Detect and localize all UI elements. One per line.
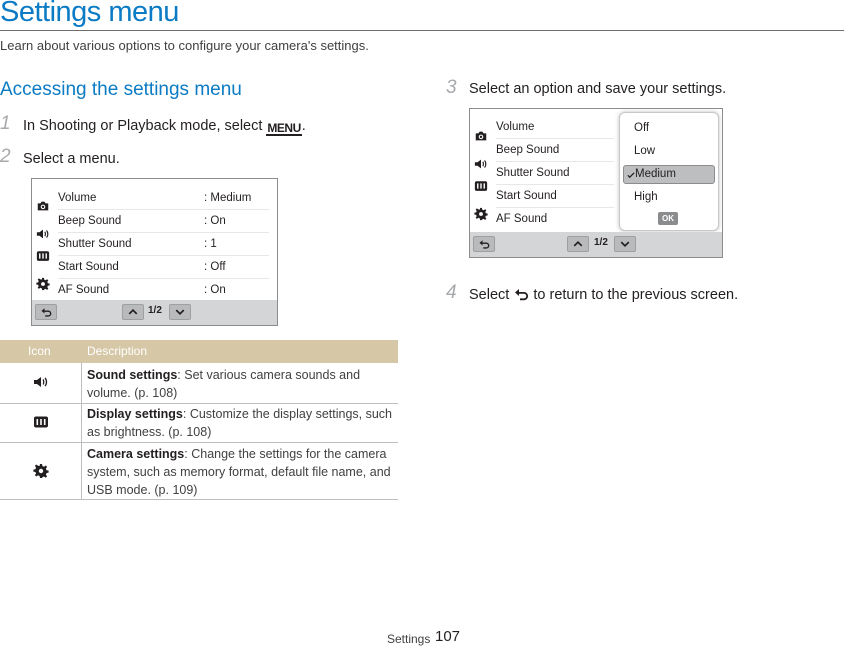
term: Display settings xyxy=(87,407,183,421)
volume-options-dropdown xyxy=(619,112,719,231)
table-row xyxy=(0,404,398,443)
gear-icon xyxy=(33,463,49,479)
definition: : Set various camera sounds and volume. (p. 108) xyxy=(87,368,361,400)
back-arrow-icon xyxy=(513,286,529,302)
step-4-label-before: Select xyxy=(469,287,510,303)
menu-row-start-sound[interactable] xyxy=(496,185,614,208)
menu-row-af-sound[interactable] xyxy=(496,208,614,231)
section-heading: Accessing the settings menu xyxy=(0,79,242,100)
step-number: 4 xyxy=(446,282,457,303)
step-4-label-after: to return to the previous screen. xyxy=(533,287,739,303)
table-header xyxy=(0,340,398,363)
menu-row-shutter-sound[interactable] xyxy=(496,162,614,185)
screen-bottom-bar xyxy=(32,300,277,325)
step-1-text xyxy=(23,118,306,136)
back-button[interactable] xyxy=(35,304,57,320)
row-label: Shutter Sound xyxy=(496,167,570,179)
display-icon[interactable] xyxy=(36,249,50,263)
menu-row-beep-sound[interactable] xyxy=(496,139,614,162)
table-row xyxy=(0,443,398,500)
title-divider xyxy=(0,30,844,31)
step-number: 1 xyxy=(0,113,11,134)
row-label: AF Sound xyxy=(496,213,548,225)
chevron-up-icon xyxy=(572,238,584,250)
step-1-period: . xyxy=(301,118,306,134)
speaker-icon[interactable] xyxy=(36,227,50,241)
page-down-button[interactable] xyxy=(614,236,636,252)
display-icon[interactable] xyxy=(474,179,488,193)
option-off[interactable]: Off xyxy=(634,122,650,134)
row-value: : On xyxy=(204,284,226,296)
table-row xyxy=(0,363,398,404)
settings-screen-2 xyxy=(469,108,723,258)
chevron-down-icon xyxy=(619,238,631,250)
row-label: Start Sound xyxy=(496,190,557,202)
table-header-icon: Icon xyxy=(28,344,51,358)
menu-row-volume[interactable] xyxy=(496,116,614,139)
page-indicator: 1/2 xyxy=(594,237,608,248)
page-subtitle: Learn about various options to configure your camera's settings. xyxy=(0,38,369,53)
settings-screen-1 xyxy=(31,178,278,326)
step-4-text xyxy=(469,286,738,303)
option-high[interactable]: High xyxy=(634,191,658,203)
definition: : Customize the display settings, such as brightness. (p. 108) xyxy=(87,407,392,439)
camera-icon[interactable] xyxy=(36,199,50,213)
menu-row-shutter-sound[interactable] xyxy=(58,233,269,256)
back-arrow-icon xyxy=(478,238,490,250)
row-label: Beep Sound xyxy=(496,144,560,156)
back-button[interactable] xyxy=(473,236,495,252)
table-header-description: Description xyxy=(87,344,148,358)
menu-row-start-sound[interactable] xyxy=(58,256,269,279)
row-label: Shutter Sound xyxy=(58,238,132,250)
speaker-icon xyxy=(33,374,49,390)
display-icon xyxy=(33,414,49,430)
menu-button-icon: MENU xyxy=(267,121,301,135)
ok-button[interactable]: OK xyxy=(658,212,678,225)
gear-icon[interactable] xyxy=(474,207,488,221)
screen-bottom-bar xyxy=(470,232,722,257)
row-value: : 1 xyxy=(204,238,217,250)
page-up-button[interactable] xyxy=(122,304,144,320)
row-label: Volume xyxy=(58,192,97,204)
option-medium-selected[interactable] xyxy=(623,165,715,184)
step-number: 2 xyxy=(0,146,11,167)
term: Camera settings xyxy=(87,447,185,461)
footer-section-label: Settings xyxy=(387,632,431,646)
page-down-button[interactable] xyxy=(169,304,191,320)
row-label: Volume xyxy=(496,121,535,133)
row-label: Start Sound xyxy=(58,261,119,273)
row-label: AF Sound xyxy=(58,284,110,296)
table-description xyxy=(87,445,395,499)
camera-icon[interactable] xyxy=(474,129,488,143)
row-value: : Off xyxy=(204,261,226,273)
term: Sound settings xyxy=(87,368,178,382)
back-arrow-icon xyxy=(40,306,52,318)
option-low[interactable]: Low xyxy=(634,145,656,157)
selected-option-label: Medium xyxy=(635,168,676,180)
table-description xyxy=(87,405,395,441)
page-number: 107 xyxy=(435,628,461,645)
speaker-icon[interactable] xyxy=(474,157,488,171)
step-number: 3 xyxy=(446,77,457,98)
chevron-down-icon xyxy=(174,306,186,318)
page-indicator: 1/2 xyxy=(148,305,162,316)
step-3-text: Select an option and save your settings. xyxy=(469,81,727,97)
table-description xyxy=(87,366,395,402)
definition: : Change the settings for the camera system, such as memory format, default file name, and USB mode. (p. 109) xyxy=(87,447,391,497)
gear-icon[interactable] xyxy=(36,277,50,291)
row-value: : Medium xyxy=(204,192,252,204)
menu-row-af-sound[interactable] xyxy=(58,279,269,302)
step-2-text: Select a menu. xyxy=(23,151,120,167)
page-title: Settings menu xyxy=(0,0,179,28)
menu-row-volume[interactable] xyxy=(58,187,269,210)
chevron-up-icon xyxy=(127,306,139,318)
page-up-button[interactable] xyxy=(567,236,589,252)
row-label: Beep Sound xyxy=(58,215,122,227)
menu-row-beep-sound[interactable] xyxy=(58,210,269,233)
step-1-label: In Shooting or Playback mode, select xyxy=(23,118,263,134)
row-value: : On xyxy=(204,215,226,227)
